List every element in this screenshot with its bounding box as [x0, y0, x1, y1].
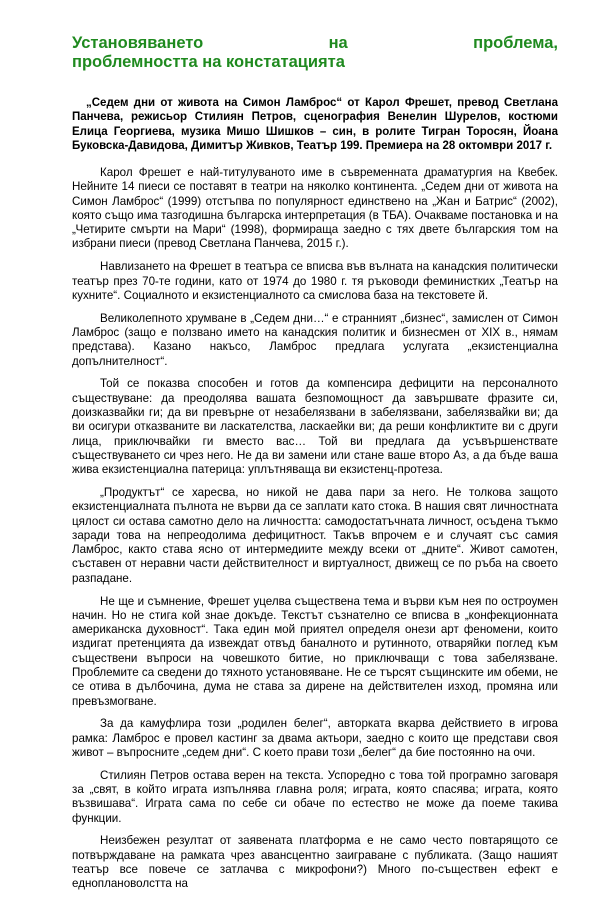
paragraph: Карол Фрешет е най-титулуваното име в съвременната драматургия на Квебек. Нейните 14 пиеси се поставят в театри на няколко континента. „Седем дни от живота на Симон Ламброс“ (1999) отстъпва по популярност единствено на „Жан и Батрис“ (2002), която също има тазгодишна българска интерпретация (в ТБА). Очакваме постановка и на „Четирите смърти на Мари“ (1998), формираща заедно с тях двете българския том на избрани пиеси (превод Светлана Панчева, 2015 г.). [72, 166, 558, 251]
paragraph: За да камуфлира този „родилен белег“, авторката вкарва действието в игрова рамка: Ламброс е провел кастинг за двама актьори, заедно с които ще представи своя живот – въпросните „седем дни“. С което прави този „белег“ да бие постоянно на очи. [72, 717, 558, 759]
title-word: на [328, 34, 348, 52]
paragraph: „Продуктът“ се харесва, но никой не дава пари за него. Не толкова защото екзистенциалната пълнота не върви да се заплати като стока. В нашия свят личностната цялост си остава самотно дело на личността: самодостатъчната личност, осъдена тъкмо заради това на непреодолима дефицитност. Такъв впрочем е и случаят със самия Ламброс, както става ясно от интермедиите между всеки от „дните“. Живот самотен, съставен от неравни части действителност и виртуалност, движещ се по ръба на своето разпадане. [72, 485, 558, 585]
paragraph: Неизбежен резултат от заявената платформа е не само често повтарящото се потвърждаване на рамката чрез авансцентно заиграване с публиката. (Защо нашият театър все повече се затлачва с микрофони?) Много по-съществен ефект е едноплановолстта на [72, 834, 558, 891]
paragraph: Не ще и съмнение, Фрешет уцелва съществена тема и върви към нея по остроумен начин. Но не стига кой знае докъде. Текстът съзнателно се вписва в „конфекционната американска духовност“. Така един мой приятел определя онези арт феномени, които издигат претенцията да извеждат отвъд баналното и рутинното, отваряйки поглед към съществени въпроси на човешкото битие, но приключващи с това забелязване. Проблемите са сведени до тяхното установяване. Не се търсят същинските им обеми, не се отива в дълбочина, дума не става за дирене на действителен изход, промяна или превъзмогване. [72, 594, 558, 708]
paragraph: Той се показва способен и готов да компенсира дефицити на персоналното съществуване: да преодолява вашата безпомощност да завършвате фразите си, доизказвайки ги; да ви превърне от незабелязвани в забелязвани, забелязвайки ви; да ви осигури отказваните ви ласкателства, ласкаейки ви; да реши конфликтите ви с други лица, приключвайки ги вместо вас… Той ви предлага да усъвършенствате съществуването си чрез него. Не да ви замени или стане ваше второ Аз, а да бъде ваша жива екзистенциална патерица: уплътняваща ви екзистенц-протеза. [72, 377, 558, 477]
title-word: Установяването [72, 34, 204, 52]
production-credits: „Седем дни от живота на Симон Ламброс“ от Карол Фрешет, превод Светлана Панчева, режисьор Стилиян Петров, сценография Венелин Шурелов, костюми Елица Георгиева, музика Мишо Шишков – син, в ролите Тигран Торосян, Йоана Буковска-Давидова, Димитър Живков, Театър 199. Премиера на 28 октомври 2017 г. [72, 97, 558, 152]
title-line-2: проблемността на констатацията [72, 53, 345, 71]
title-line-1 [72, 34, 558, 53]
title-word: проблема, [473, 34, 558, 52]
paragraph: Великолепното хрумване в „Седем дни…“ е странният „бизнес“, замислен от Симон Ламброс (защо е ползвано името на канадския политик и бизнесмен от XIX в., нямам представа). Казано накъсо, Ламброс предлага услугата „екзистенциална допълнителност“. [72, 311, 558, 368]
article-body [72, 166, 558, 900]
article-title [72, 34, 558, 72]
paragraph: Стилиян Петров остава верен на текста. Успоредно с това той програмно заговаря за „свят, в който играта изпълнява главна роля; играта, която спасява; играта, която възвишава“. Играта сама по себе си обаче по естество не може да поеме такива функции. [72, 768, 558, 825]
paragraph: Навлизането на Фрешет в театъра се вписва във вълната на канадския политически театър през 70-те години, като от 1974 до 1980 г. тя ръководи феминистких „Театър на кухните“. Социалното и екзистенциалното са смислова база на текстовете й. [72, 260, 558, 302]
